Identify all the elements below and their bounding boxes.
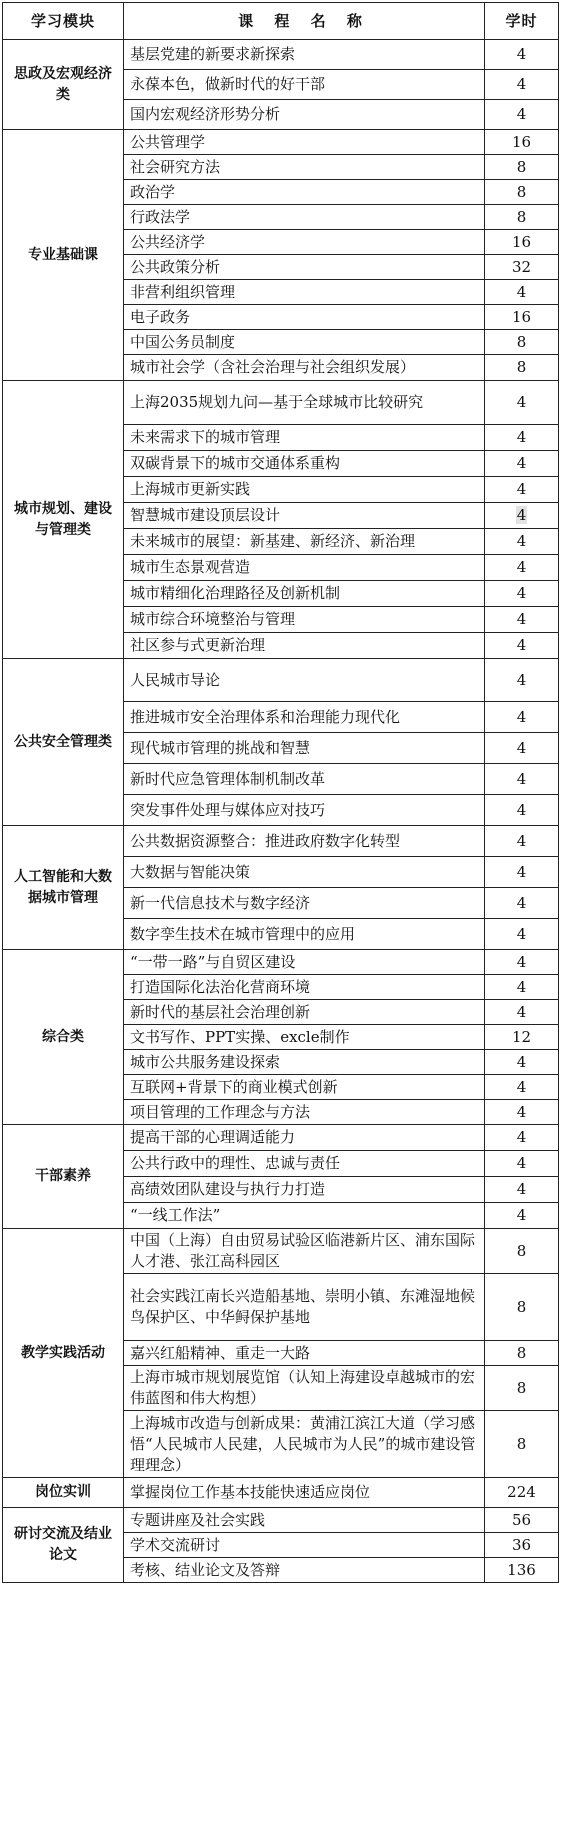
course-hours-cell: 4 bbox=[485, 733, 559, 764]
table-row bbox=[3, 659, 559, 702]
course-hours-cell: 4 bbox=[485, 280, 559, 305]
course-name-cell: 专题讲座及社会实践 bbox=[124, 1508, 485, 1533]
course-hours-cell: 4 bbox=[485, 975, 559, 1000]
course-hours-cell: 8 bbox=[485, 1274, 559, 1341]
course-hours-cell: 4 bbox=[485, 633, 559, 659]
course-hours-cell: 32 bbox=[485, 255, 559, 280]
course-hours-cell bbox=[485, 503, 559, 529]
course-name-cell: 公共行政中的理性、忠诚与责任 bbox=[124, 1151, 485, 1177]
course-name-cell: “一带一路”与自贸区建设 bbox=[124, 950, 485, 975]
course-name-cell: 提高干部的心理调适能力 bbox=[124, 1125, 485, 1151]
course-hours-cell: 224 bbox=[485, 1478, 559, 1508]
table-row bbox=[3, 826, 559, 857]
course-name-cell: 社会研究方法 bbox=[124, 155, 485, 180]
table-body bbox=[3, 40, 559, 1583]
module-cell: 岗位实训 bbox=[3, 1478, 124, 1508]
course-name-cell: 公共政策分析 bbox=[124, 255, 485, 280]
course-hours-cell: 4 bbox=[485, 529, 559, 555]
course-hours-cell: 4 bbox=[485, 659, 559, 702]
course-hours-cell: 4 bbox=[485, 1203, 559, 1229]
course-hours-cell: 8 bbox=[485, 1229, 559, 1274]
course-hours-cell: 8 bbox=[485, 1341, 559, 1366]
course-hours-cell: 4 bbox=[485, 1177, 559, 1203]
course-hours-cell: 4 bbox=[485, 764, 559, 795]
course-hours-cell: 4 bbox=[485, 581, 559, 607]
course-name-cell: 大数据与智能决策 bbox=[124, 857, 485, 888]
course-name-cell: 推进城市安全治理体系和治理能力现代化 bbox=[124, 702, 485, 733]
course-name-cell: 城市社会学（含社会治理与社会组织发展） bbox=[124, 355, 485, 381]
course-name-cell: 嘉兴红船精神、重走一大路 bbox=[124, 1341, 485, 1366]
course-name-cell: 电子政务 bbox=[124, 305, 485, 330]
module-cell: 专业基础课 bbox=[3, 130, 124, 381]
course-name-cell: 学术交流研讨 bbox=[124, 1533, 485, 1558]
course-hours-cell: 8 bbox=[485, 180, 559, 205]
course-name-cell: 城市综合环境整治与管理 bbox=[124, 607, 485, 633]
course-hours-cell: 4 bbox=[485, 1151, 559, 1177]
course-hours-cell: 4 bbox=[485, 1100, 559, 1125]
course-name-cell: 项目管理的工作理念与方法 bbox=[124, 1100, 485, 1125]
table-row bbox=[3, 950, 559, 975]
module-cell: 综合类 bbox=[3, 950, 124, 1125]
course-hours-cell: 16 bbox=[485, 130, 559, 155]
course-name-cell: 人民城市导论 bbox=[124, 659, 485, 702]
course-name-cell: 社会实践江南长兴造船基地、崇明小镇、东滩湿地候鸟保护区、中华鲟保护基地 bbox=[124, 1274, 485, 1341]
curriculum-table-container bbox=[2, 2, 559, 1583]
course-hours-cell: 4 bbox=[485, 795, 559, 826]
course-name-cell: 上海城市改造与创新成果：黄浦江滨江大道（学习感悟“人民城市人民建，人民城市为人民”的城市建设管理理念） bbox=[124, 1411, 485, 1478]
table-row bbox=[3, 1125, 559, 1151]
course-hours-cell: 4 bbox=[485, 1050, 559, 1075]
course-hours-cell: 4 bbox=[485, 826, 559, 857]
course-hours-cell: 4 bbox=[485, 40, 559, 70]
course-name-cell: 打造国际化法治化营商环境 bbox=[124, 975, 485, 1000]
course-hours-cell: 4 bbox=[485, 1000, 559, 1025]
course-name-cell: 公共经济学 bbox=[124, 230, 485, 255]
course-hours-cell: 4 bbox=[485, 950, 559, 975]
course-name-cell: 上海市城市规划展览馆（认知上海建设卓越城市的宏伟蓝图和伟大构想） bbox=[124, 1366, 485, 1411]
course-hours-cell: 4 bbox=[485, 477, 559, 503]
course-name-cell: 考核、结业论文及答辩 bbox=[124, 1558, 485, 1583]
header-module: 学习模块 bbox=[3, 3, 124, 40]
course-hours-cell: 4 bbox=[485, 1125, 559, 1151]
curriculum-table bbox=[2, 2, 559, 1583]
course-name-cell: 新一代信息技术与数字经济 bbox=[124, 888, 485, 919]
course-hours-cell: 12 bbox=[485, 1025, 559, 1050]
course-hours-cell: 4 bbox=[485, 1075, 559, 1100]
module-cell: 教学实践活动 bbox=[3, 1229, 124, 1478]
course-name-cell: 掌握岗位工作基本技能快速适应岗位 bbox=[124, 1478, 485, 1508]
course-name-cell: 互联网+背景下的商业模式创新 bbox=[124, 1075, 485, 1100]
course-name-cell: “一线工作法” bbox=[124, 1203, 485, 1229]
course-name-cell: 数字孪生技术在城市管理中的应用 bbox=[124, 919, 485, 950]
course-hours-cell: 4 bbox=[485, 70, 559, 100]
course-name-cell: 基层党建的新要求新探索 bbox=[124, 40, 485, 70]
course-name-cell: 双碳背景下的城市交通体系重构 bbox=[124, 451, 485, 477]
course-hours-cell: 4 bbox=[485, 919, 559, 950]
course-name-cell: 未来城市的展望：新基建、新经济、新治理 bbox=[124, 529, 485, 555]
course-name-cell: 社区参与式更新治理 bbox=[124, 633, 485, 659]
course-hours-cell: 8 bbox=[485, 330, 559, 355]
course-hours-cell: 136 bbox=[485, 1558, 559, 1583]
course-name-cell: 高绩效团队建设与执行力打造 bbox=[124, 1177, 485, 1203]
course-hours-cell: 4 bbox=[485, 555, 559, 581]
course-name-cell: 非营利组织管理 bbox=[124, 280, 485, 305]
course-name-cell: 上海城市更新实践 bbox=[124, 477, 485, 503]
course-name-cell: 中国公务员制度 bbox=[124, 330, 485, 355]
course-hours-cell: 8 bbox=[485, 355, 559, 381]
table-row bbox=[3, 1478, 559, 1508]
header-hours: 学时 bbox=[485, 3, 559, 40]
course-hours-cell: 4 bbox=[485, 888, 559, 919]
course-name-cell: 突发事件处理与媒体应对技巧 bbox=[124, 795, 485, 826]
header-course: 课 程 名 称 bbox=[124, 3, 485, 40]
course-name-cell: 新时代应急管理体制机制改革 bbox=[124, 764, 485, 795]
module-cell: 城市规划、建设与管理类 bbox=[3, 381, 124, 659]
table-row bbox=[3, 381, 559, 425]
course-hours-cell: 4 bbox=[485, 857, 559, 888]
module-cell: 思政及宏观经济类 bbox=[3, 40, 124, 130]
table-row bbox=[3, 1229, 559, 1274]
course-hours-cell: 4 bbox=[485, 100, 559, 130]
course-hours-cell: 4 bbox=[485, 702, 559, 733]
course-hours-cell: 8 bbox=[485, 1411, 559, 1478]
module-cell: 干部素养 bbox=[3, 1125, 124, 1229]
module-cell: 人工智能和大数据城市管理 bbox=[3, 826, 124, 950]
course-name-cell: 公共数据资源整合：推进政府数字化转型 bbox=[124, 826, 485, 857]
course-name-cell: 智慧城市建设顶层设计 bbox=[124, 503, 485, 529]
course-name-cell: 新时代的基层社会治理创新 bbox=[124, 1000, 485, 1025]
course-name-cell: 城市公共服务建设探索 bbox=[124, 1050, 485, 1075]
course-hours-cell: 16 bbox=[485, 230, 559, 255]
course-name-cell: 公共管理学 bbox=[124, 130, 485, 155]
table-row bbox=[3, 130, 559, 155]
course-name-cell: 未来需求下的城市管理 bbox=[124, 425, 485, 451]
course-hours-cell: 4 bbox=[485, 607, 559, 633]
course-hours-cell: 4 bbox=[485, 381, 559, 425]
module-cell: 公共安全管理类 bbox=[3, 659, 124, 826]
course-hours-cell: 36 bbox=[485, 1533, 559, 1558]
table-row bbox=[3, 1508, 559, 1533]
table-row bbox=[3, 40, 559, 70]
course-name-cell: 城市精细化治理路径及创新机制 bbox=[124, 581, 485, 607]
course-hours-cell: 56 bbox=[485, 1508, 559, 1533]
course-name-cell: 城市生态景观营造 bbox=[124, 555, 485, 581]
module-cell: 研讨交流及结业论文 bbox=[3, 1508, 124, 1583]
course-name-cell: 上海2035规划九问—基于全球城市比较研究 bbox=[124, 381, 485, 425]
course-name-cell: 中国（上海）自由贸易试验区临港新片区、浦东国际人才港、张江高科园区 bbox=[124, 1229, 485, 1274]
course-hours-cell: 8 bbox=[485, 205, 559, 230]
course-hours-cell: 8 bbox=[485, 1366, 559, 1411]
course-hours-cell: 4 bbox=[485, 425, 559, 451]
header-row bbox=[3, 3, 559, 40]
course-name-cell: 国内宏观经济形势分析 bbox=[124, 100, 485, 130]
course-hours-cell: 16 bbox=[485, 305, 559, 330]
highlighted-hours: 4 bbox=[516, 506, 527, 524]
course-hours-cell: 4 bbox=[485, 451, 559, 477]
course-name-cell: 永葆本色，做新时代的好干部 bbox=[124, 70, 485, 100]
course-name-cell: 文书写作、PPT实操、excle制作 bbox=[124, 1025, 485, 1050]
course-name-cell: 政治学 bbox=[124, 180, 485, 205]
course-hours-cell: 8 bbox=[485, 155, 559, 180]
course-name-cell: 行政法学 bbox=[124, 205, 485, 230]
course-name-cell: 现代城市管理的挑战和智慧 bbox=[124, 733, 485, 764]
